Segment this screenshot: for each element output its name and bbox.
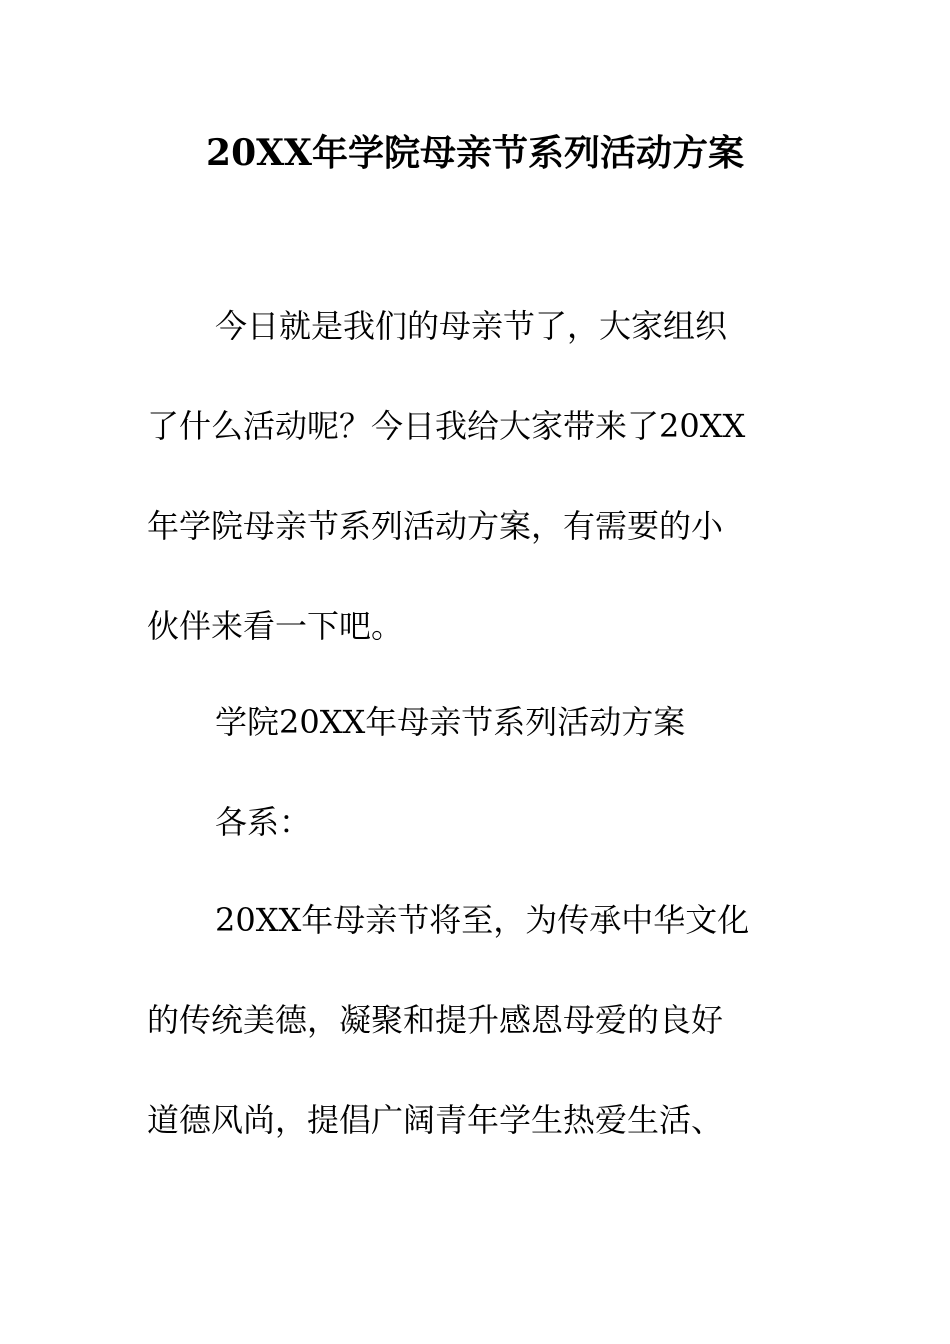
paragraph-line: 今日就是我们的母亲节了，大家组织 (215, 307, 728, 345)
salutation-line: 各系： (215, 803, 312, 841)
document-title: 20XX年学院母亲节系列活动方案 (206, 132, 744, 174)
section-heading: 学院20XX年母亲节系列活动方案 (215, 703, 686, 741)
paragraph-line: 了什么活动呢？今日我给大家带来了20XX (147, 407, 746, 445)
paragraph-line: 年学院母亲节系列活动方案，有需要的小 (147, 507, 724, 545)
paragraph-line: 的传统美德，凝聚和提升感恩母爱的良好 (147, 1001, 724, 1039)
paragraph-line: 伙伴来看一下吧。 (147, 607, 404, 645)
paragraph-line: 20XX年母亲节将至，为传承中华文化 (215, 901, 750, 939)
paragraph-line: 道德风尚，提倡广阔青年学生热爱生活、 (147, 1101, 724, 1139)
